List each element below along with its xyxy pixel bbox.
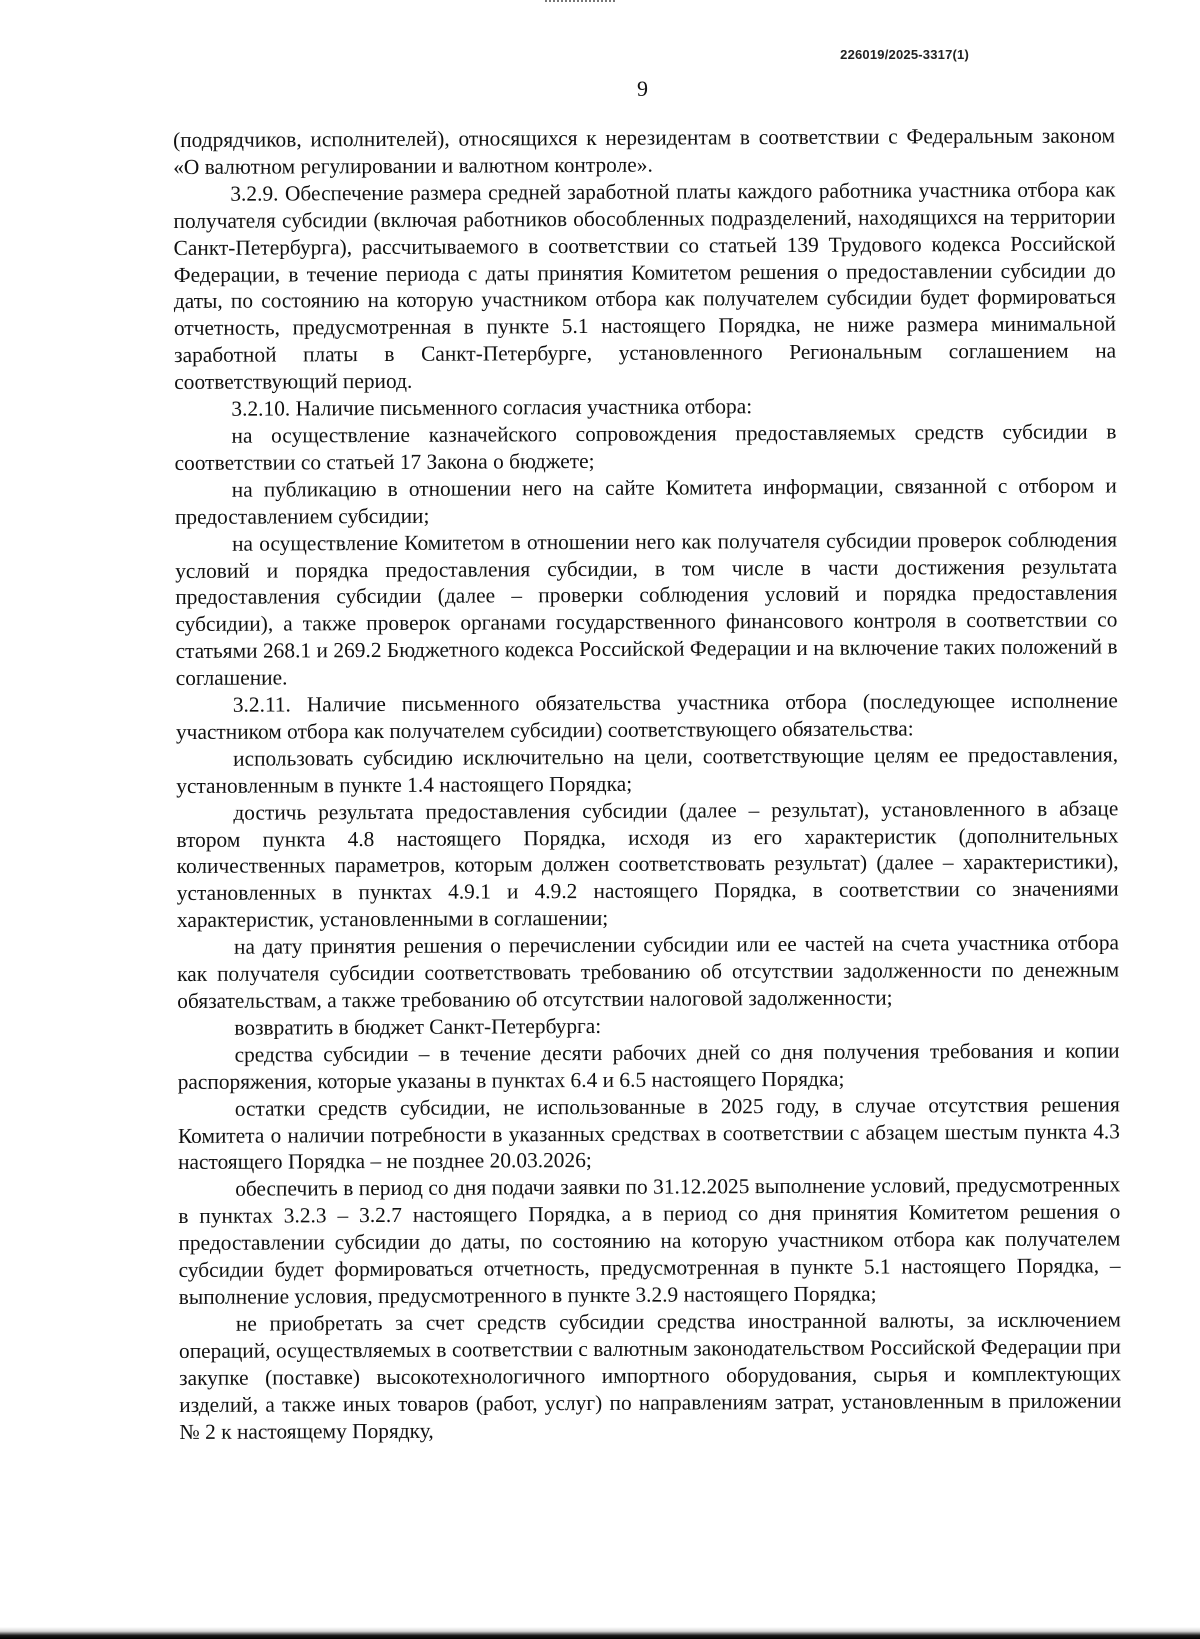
document-body	[173, 122, 1121, 1445]
paragraph-return-remainder: остатки средств субсидии, не использованные в 2025 году, в случае отсутствия решения Комитета о наличии потребности в указанных средствах в соответствии с абзацем шестым пункта 4.3 настоящего Порядка – не позднее 20.03.2026;	[177, 1092, 1120, 1175]
paragraph-obligation-result: достичь результата предоставления субсидии (далее – результат), установленного в абзаце втором пункта 4.8 настоящего Порядка, исходя из его характеристик (дополнительных количественных параметров, которым должен соответствовать результат) (далее – характеристики), установленных в пунктах 4.9.1 и 4.9.2 настоящего Порядка, в соответствии со значениями характеристик, установленными в соглашении;	[176, 796, 1119, 933]
paragraph-3-2-10: 3.2.10. Наличие письменного согласия участника отбора:	[231, 394, 753, 421]
paragraph-return-funds: средства субсидии – в течение десяти рабочих дней со дня получения требования и копии распоряжения, которые указаны в пунктах 6.4 и 6.5 настоящего Порядка;	[177, 1038, 1120, 1094]
paragraph-obligation-return: возвратить в бюджет Санкт-Петербурга:	[234, 1013, 602, 1040]
paragraph-consent-publication: на публикацию в отношении него на сайте Комитета информации, связанной с отбором и предоставлением субсидии;	[174, 473, 1117, 529]
paragraph-3-2-11: 3.2.11. Наличие письменного обязательства участника отбора (последующее исполнение участником отбора как получателем субсидии) соответствующего обязательства:	[175, 688, 1118, 744]
paragraph-obligation-debt: на дату принятия решения о перечислении субсидии или ее частей на счета участника отбора как получателя субсидии соответствовать требованию об отсутствии задолженности по денежным обязательствам, а также требованию об отсутствии налоговой задолженности;	[177, 930, 1120, 1013]
scan-edge-artifact	[545, 0, 615, 6]
paragraph-3-2-9: 3.2.9. Обеспечение размера средней заработной платы каждого работника участника отбора как получателя субсидии (включая работников обособленных подразделений, находящихся на территории Санкт-Петербурга), рассчитываемого в соответствии со статьей 139 Трудового кодекса Российской Федерации, в течение периода с даты принятия Комитетом решения о предоставлении субсидии до даты, по состоянию на которую участником отбора как получателем субсидии будет формироваться отчетность, предусмотренная в пункте 5.1 настоящего Порядка, не ниже размера минимальной заработной платы в Санкт-Петербурге, установленного Региональным соглашением на соответствующий период.	[173, 177, 1117, 395]
paragraph-obligation-conditions: обеспечить в период со дня подачи заявки по 31.12.2025 выполнение условий, предусмотренных в пунктах 3.2.3 – 3.2.7 настоящего Порядка, а в период со дня принятия Комитетом решения о предоставлении субсидии до даты, по состоянию на которую участником отбора как получателем субсидии будет формироваться отчетность, предусмотренная в пункте 5.1 настоящего Порядка, – выполнение условия, предусмотренного в пункте 3.2.9 настоящего Порядка;	[178, 1172, 1121, 1309]
paragraph-continuation: (подрядчиков, исполнителей), относящихся к нерезидентам в соответствии с Федеральным законом «О валютном регулировании и валютном контроле».	[173, 123, 1116, 179]
document-registration-number: 226019/2025-3317(1)	[840, 47, 969, 62]
paragraph-consent-treasury: на осуществление казначейского сопровождения предоставляемых средств субсидии в соответствии со статьей 17 Закона о бюджете;	[174, 419, 1117, 475]
paragraph-consent-inspections: на осуществление Комитетом в отношении него как получателя субсидии проверок соблюдения условий и порядка предоставления субсидии, в том числе в части достижения результата предоставления субсидии (далее – проверки соблюдения условий и порядка предоставления субсидии), а также проверок органами государственного финансового контроля в соответствии со статьями 268.1 и 269.2 Бюджетного кодекса Российской Федерации и на включение таких положений в соглашение.	[175, 526, 1118, 691]
page-number: 9	[637, 76, 648, 101]
paragraph-obligation-use: использовать субсидию исключительно на цели, соответствующие целям ее предоставления, установленным в пункте 1.4 настоящего Порядка;	[176, 742, 1119, 798]
scan-bottom-edge	[0, 1627, 1200, 1639]
paragraph-obligation-currency: не приобретать за счет средств субсидии средства иностранной валюты, за исключением операций, осуществляемых в соответствии с валютным законодательством Российской Федерации при закупке (поставке) высокотехнологичного импортного оборудования, сырья и комплектующих изделий, а также иных товаров (работ, услуг) по направлениям затрат, установленным в приложении № 2 к настоящему Порядку,	[178, 1307, 1122, 1444]
